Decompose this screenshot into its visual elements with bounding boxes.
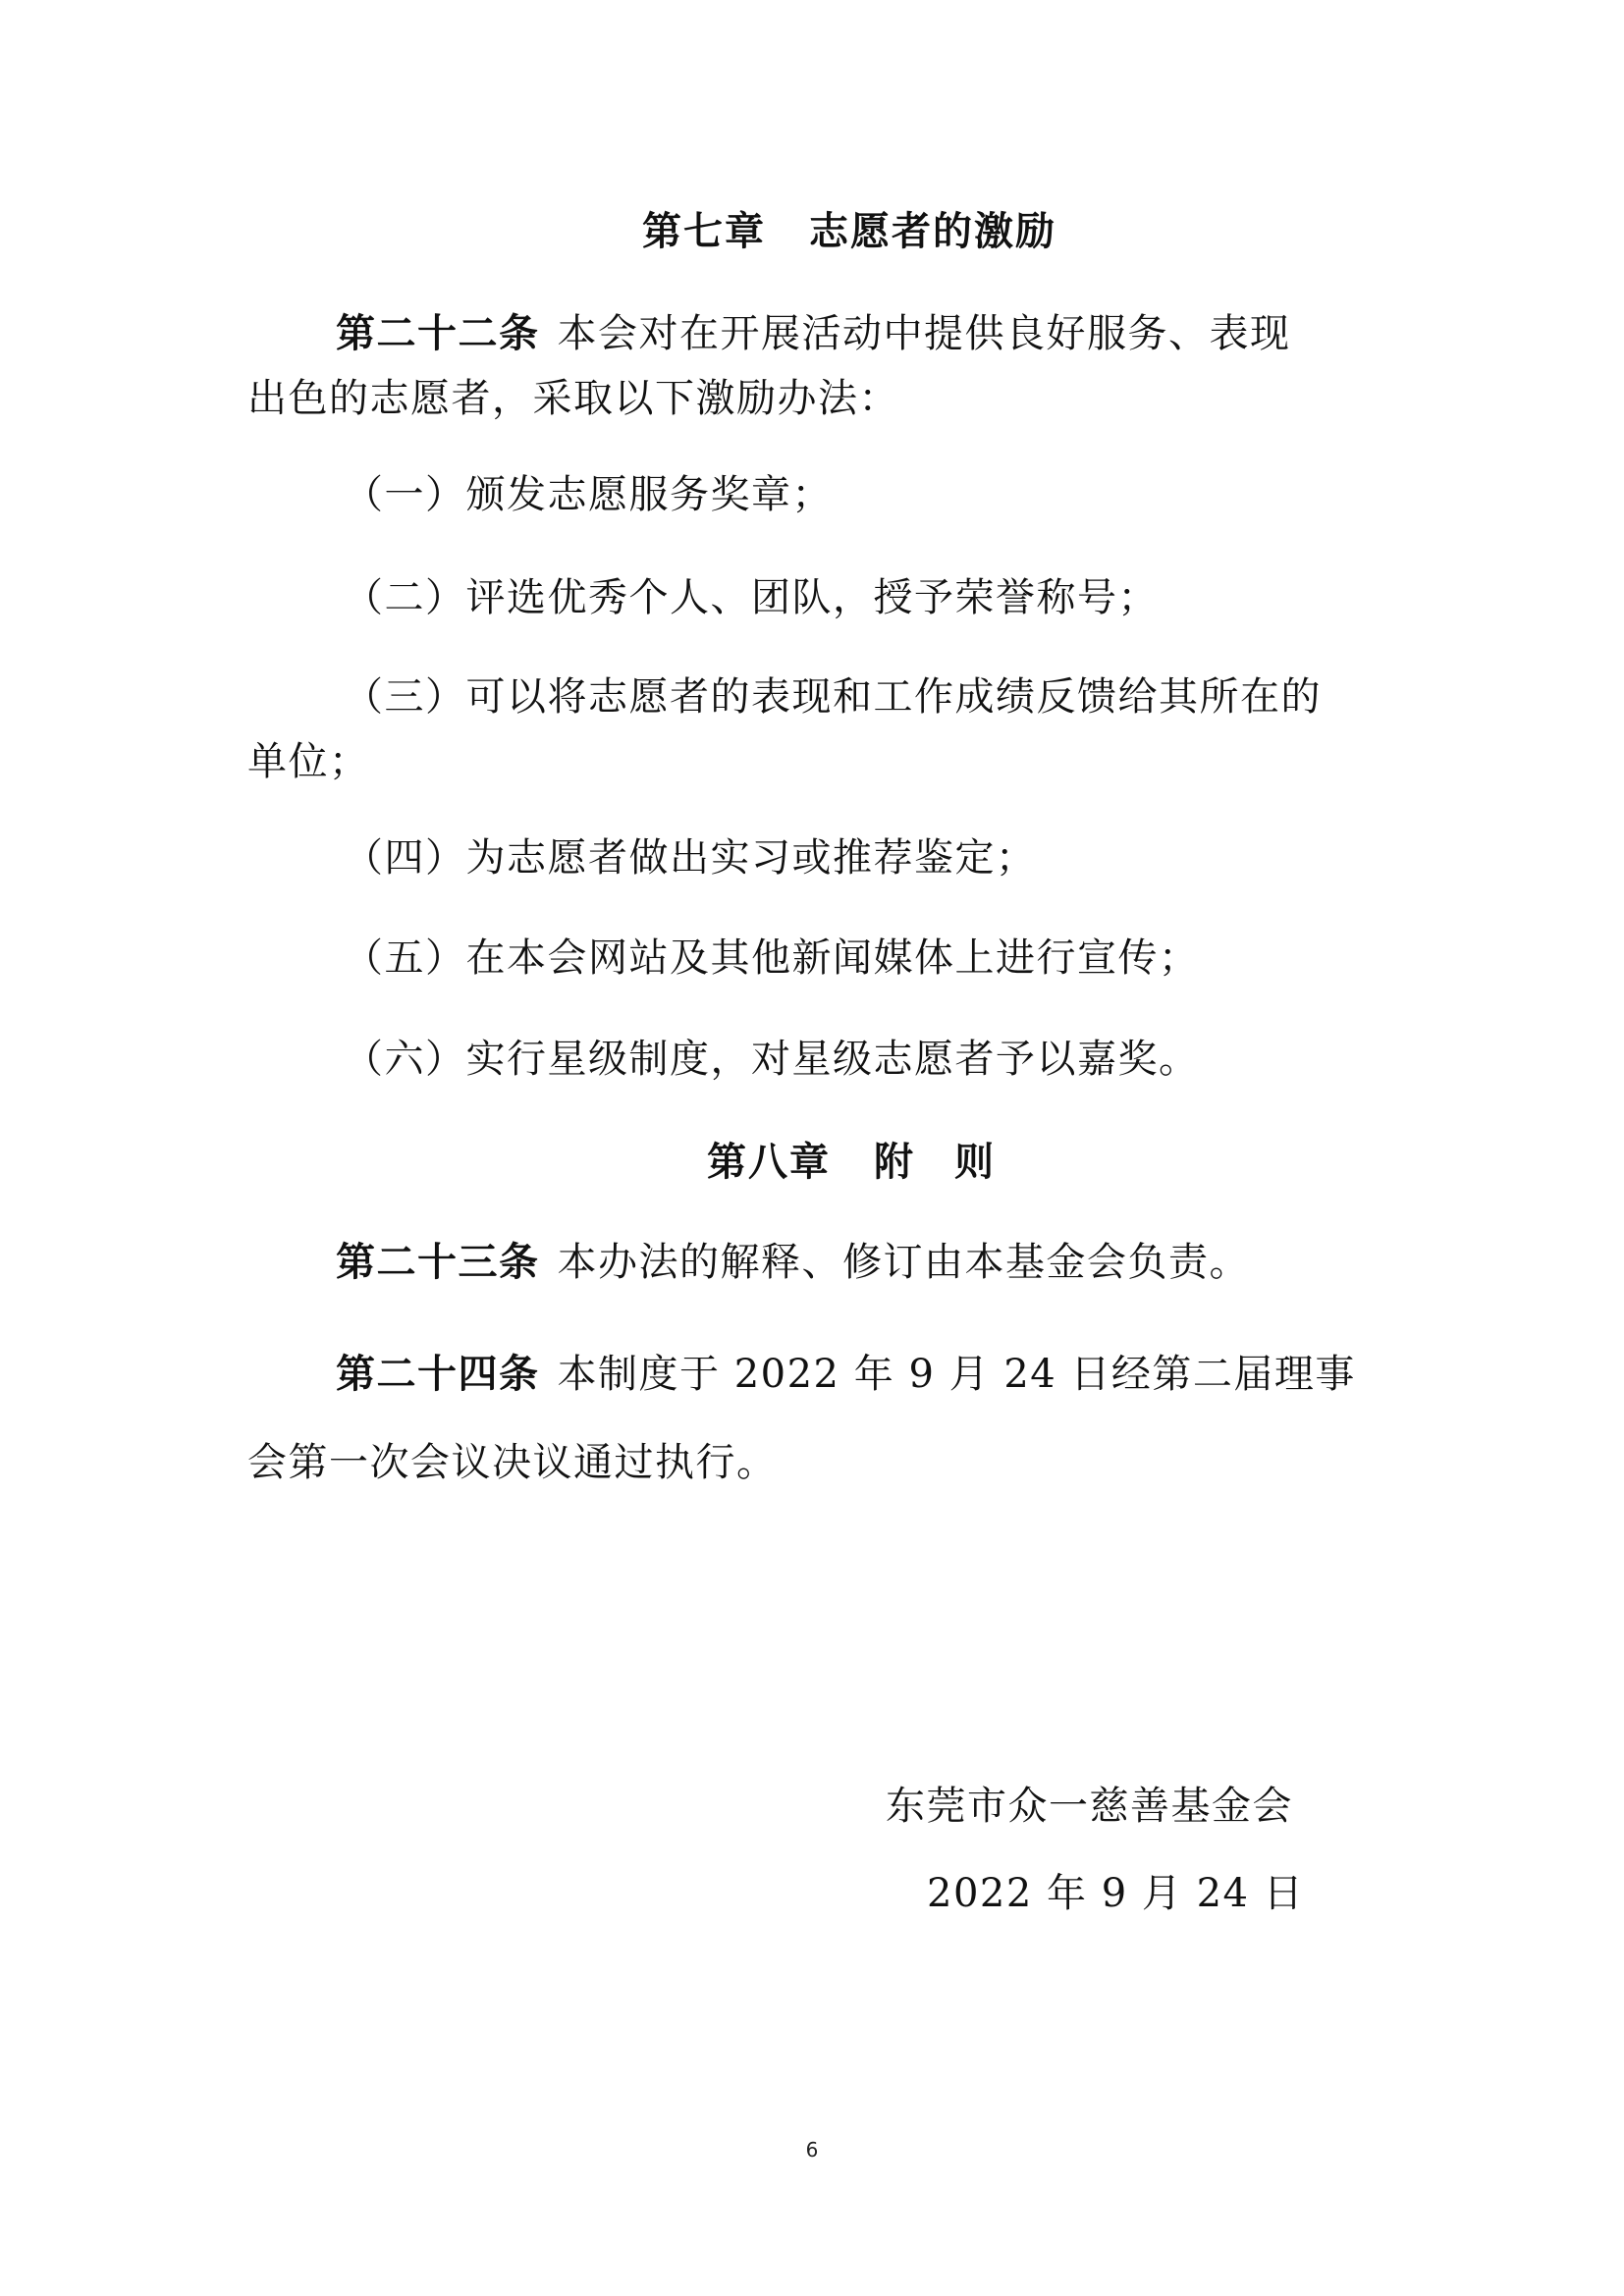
- list-item-6: （六）实行星级制度，对星级志愿者予以嘉奖。: [344, 1037, 1200, 1082]
- article-24-text-line-1: 本制度于 2022 年 9 月 24 日经第二届理事: [557, 1352, 1356, 1397]
- list-item-1: （一）颁发志愿服务奖章；: [344, 472, 833, 517]
- article-23-label: 第二十三条: [336, 1240, 540, 1285]
- list-item-5: （五）在本会网站及其他新闻媒体上进行宣传；: [344, 935, 1200, 981]
- chapter-8-number: 第八章: [707, 1140, 831, 1185]
- article-24-line-2: 会第一次会议决议通过执行。: [247, 1440, 778, 1485]
- list-item-4: （四）为志愿者做出实习或推荐鉴定；: [344, 835, 1037, 881]
- article-24-label: 第二十四条: [336, 1352, 540, 1397]
- article-22-text-line-2: 出色的志愿者，采取以下激励办法：: [247, 376, 899, 421]
- article-22-label: 第二十二条: [336, 311, 540, 356]
- list-item-2: （二）评选优秀个人、团队，授予荣誉称号；: [344, 575, 1159, 620]
- signature-date: 2022 年 9 月 24 日: [927, 1871, 1305, 1916]
- article-22-text-line-1: 本会对在开展活动中提供良好服务、表现: [557, 311, 1291, 356]
- article-22-line-2: [247, 375, 899, 422]
- chapter-8-heading: [707, 1139, 996, 1186]
- chapter-7-number: 第七章: [642, 209, 766, 254]
- chapter-8-title-part-1: 附: [874, 1140, 915, 1185]
- chapter-7-heading: [642, 208, 1056, 255]
- article-23-line: [336, 1239, 1250, 1286]
- signature-organization: 东莞市众一慈善基金会: [886, 1784, 1293, 1829]
- list-item-3-line-2: 单位；: [247, 739, 370, 784]
- page-number: 6: [805, 2138, 819, 2162]
- list-item-3-line-1: （三）可以将志愿者的表现和工作成绩反馈给其所在的: [344, 674, 1322, 720]
- article-22-line-1: [336, 310, 1291, 357]
- chapter-7-title: 志愿者的激励: [809, 209, 1056, 254]
- article-24-line-1: [336, 1351, 1356, 1398]
- article-23-text: 本办法的解释、修订由本基金会负责。: [557, 1240, 1250, 1285]
- chapter-8-title-part-2: 则: [954, 1140, 996, 1185]
